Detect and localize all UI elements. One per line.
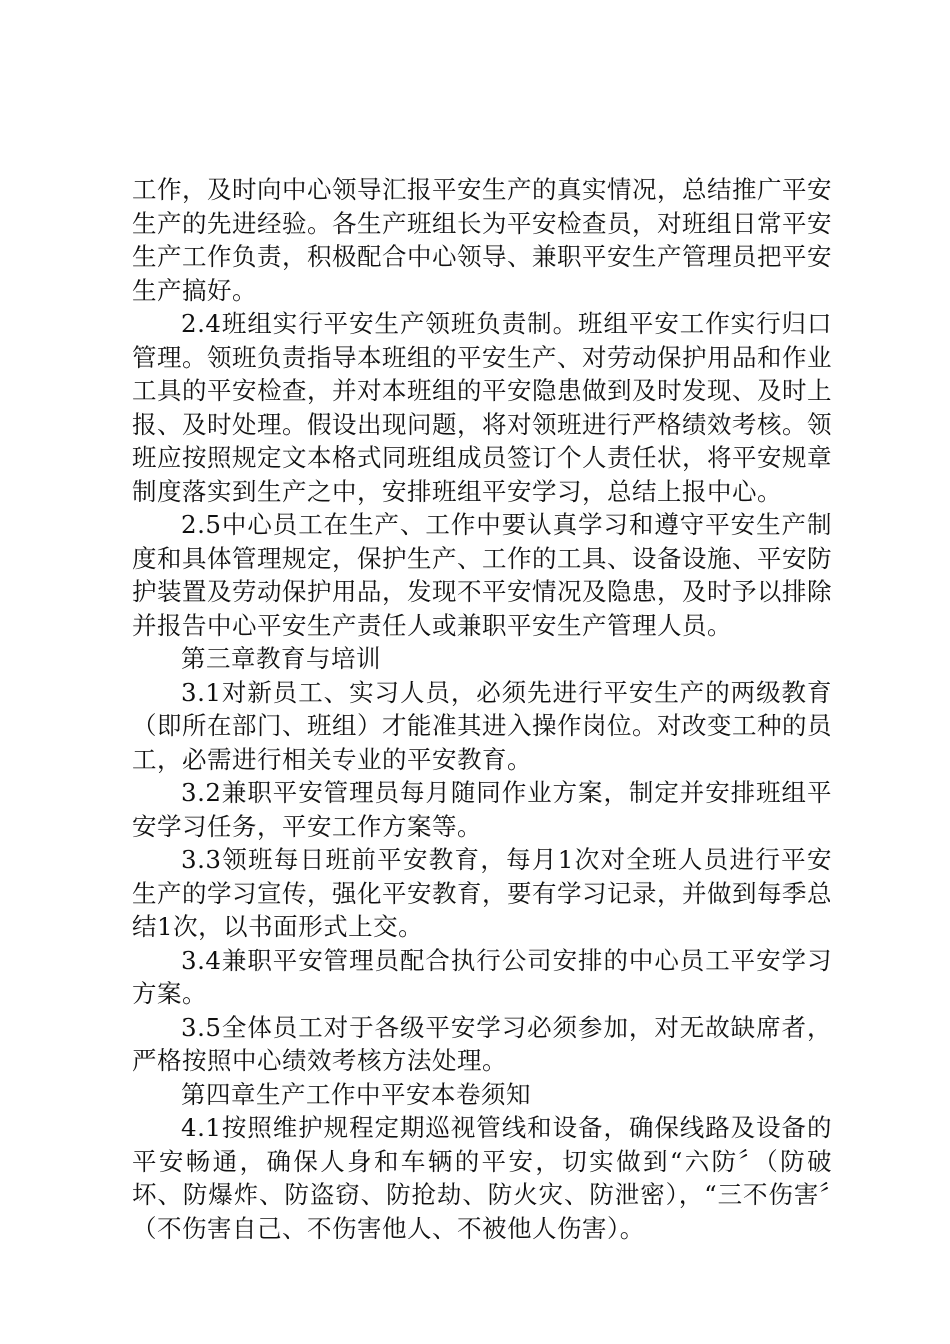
paragraph-3-2: 3.2兼职平安管理员每月随同作业方案，制定并安排班组平安学习任务，平安工作方案等。	[132, 778, 832, 841]
document-page	[132, 173, 832, 1245]
paragraph-3-4: 3.4兼职平安管理员配合执行公司安排的中心员工平安学习方案。	[132, 945, 832, 1008]
chapter-4-heading: 第四章生产工作中平安本卷须知	[181, 1079, 531, 1109]
paragraph-3-1: 3.1对新员工、实习人员，必须先进行平安生产的两级教育（即所在部门、班组）才能准其进入操作岗位。对改变工种的员工，必需进行相关专业的平安教育。	[132, 677, 832, 774]
paragraph-2-5: 2.5中心员工在生产、工作中要认真学习和遵守平安生产制度和具体管理规定，保护生产、工作的工具、设备设施、平安防护装置及劳动保护用品，发现不平安情况及隐患，及时予以排除并报告中心平安生产责任人或兼职平安生产管理人员。	[132, 510, 832, 640]
chapter-3-heading: 第三章教育与培训	[181, 644, 381, 673]
paragraph-3-3: 3.3领班每日班前平安教育，每月1次对全班人员进行平安生产的学习宣传，强化平安教育，要有学习记录，并做到每季总结1次，以书面形式上交。	[132, 845, 832, 941]
paragraph-3-5: 3.5全体员工对于各级平安学习必须参加，对无故缺席者，严格按照中心绩效考核方法处理。	[132, 1012, 832, 1075]
paragraph-continuation: 工作，及时向中心领导汇报平安生产的真实情况，总结推广平安生产的先进经验。各生产班组长为平安检查员，对班组日常平安生产工作负责，积极配合中心领导、兼职平安生产管理员把平安生产搞好。	[132, 175, 832, 305]
paragraph-2-4: 2.4班组实行平安生产领班负责制。班组平安工作实行归口管理。领班负责指导本班组的平安生产、对劳动保护用品和作业工具的平安检查，并对本班组的平安隐患做到及时发现、及时上报、及时处理。假设出现问题，将对领班进行严格绩效考核。领班应按照规定文本格式同班组成员签订个人责任状，将平安规章制度落实到生产之中，安排班组平安学习，总结上报中心。	[132, 309, 832, 506]
paragraph-4-1: 4.1按照维护规程定期巡视管线和设备，确保线路及设备的平安畅通，确保人身和车辆的平安，切实做到“六防〞（防破坏、防爆炸、防盗窃、防抢劫、防火灾、防泄密），“三不伤害〞（不伤害自己、不伤害他人、不被他人伤害）。	[132, 1113, 832, 1243]
